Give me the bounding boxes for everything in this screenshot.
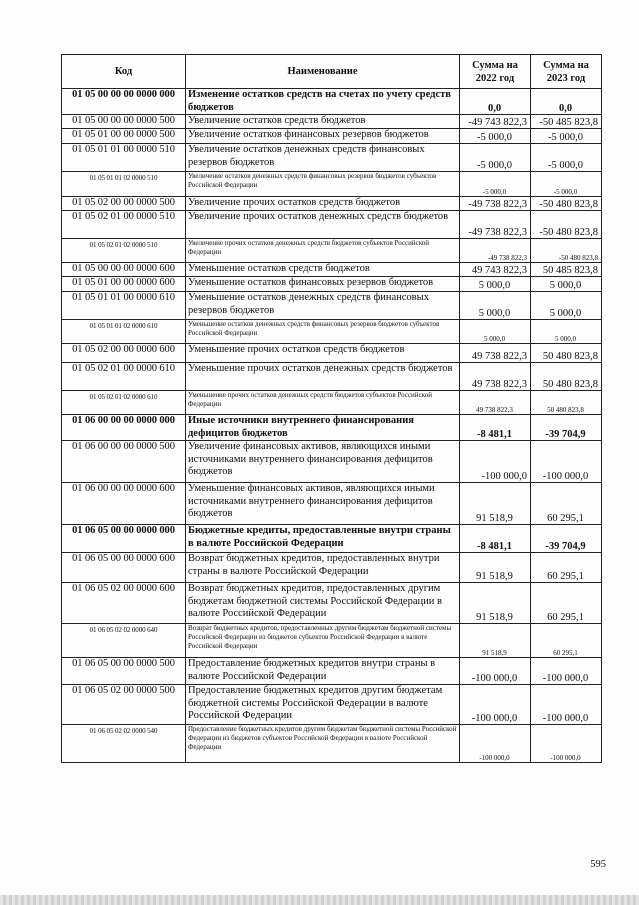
table-row bbox=[62, 525, 602, 553]
row-name: Предоставление бюджетных кредитов другим бюджетам бюджетной системы Российской Федерации из бюджетов субъектов Российской Федерации в валюте Российской Федерации bbox=[186, 725, 460, 763]
row-sum-2023: -39 704,9 bbox=[531, 525, 602, 553]
row-sum-2022: -5 000,0 bbox=[460, 172, 531, 197]
row-sum-2022: 5 000,0 bbox=[460, 292, 531, 320]
row-code: 01 06 05 00 00 0000 500 bbox=[62, 658, 186, 685]
row-sum-2023: 60 295,1 bbox=[531, 483, 602, 525]
row-code: 01 06 05 02 00 0000 500 bbox=[62, 685, 186, 725]
table-row bbox=[62, 197, 602, 211]
row-name: Увеличение прочих остатков денежных средств бюджетов bbox=[186, 211, 460, 239]
row-code: 01 05 01 01 02 0000 610 bbox=[62, 320, 186, 344]
table-row bbox=[62, 172, 602, 197]
row-code: 01 06 05 00 00 0000 600 bbox=[62, 553, 186, 583]
row-sum-2023: 50 480 823,8 bbox=[531, 391, 602, 415]
row-code: 01 05 01 00 00 0000 600 bbox=[62, 277, 186, 292]
row-name: Увеличение прочих остатков денежных средств бюджетов субъектов Российской Федерации bbox=[186, 239, 460, 263]
row-sum-2023: 5 000,0 bbox=[531, 292, 602, 320]
row-name: Уменьшение остатков денежных средств финансовых резервов бюджетов bbox=[186, 292, 460, 320]
table-row bbox=[62, 344, 602, 363]
row-name: Уменьшение прочих остатков денежных средств бюджетов bbox=[186, 363, 460, 391]
row-code: 01 05 01 01 00 0000 610 bbox=[62, 292, 186, 320]
table-row bbox=[62, 292, 602, 320]
table-row bbox=[62, 129, 602, 144]
table-row bbox=[62, 415, 602, 441]
table-row bbox=[62, 239, 602, 263]
row-sum-2023: -50 480 823,8 bbox=[531, 239, 602, 263]
row-sum-2023: 60 295,1 bbox=[531, 624, 602, 658]
row-code: 01 05 02 01 00 0000 610 bbox=[62, 363, 186, 391]
row-name: Увеличение остатков денежных средств финансовых резервов бюджетов субъектов Российской Федерации bbox=[186, 172, 460, 197]
row-code: 01 05 01 00 00 0000 500 bbox=[62, 129, 186, 144]
row-sum-2022: 49 743 822,3 bbox=[460, 263, 531, 277]
table-row bbox=[62, 725, 602, 763]
row-code: 01 05 00 00 00 0000 500 bbox=[62, 115, 186, 129]
row-code: 01 05 02 01 00 0000 510 bbox=[62, 211, 186, 239]
row-sum-2023: -100 000,0 bbox=[531, 685, 602, 725]
row-name: Изменение остатков средств на счетах по учету средств бюджетов bbox=[186, 89, 460, 115]
row-sum-2023: 50 485 823,8 bbox=[531, 263, 602, 277]
row-name: Предоставление бюджетных кредитов другим бюджетам бюджетной системы Российской Федерации в валюте Российской Федерации bbox=[186, 685, 460, 725]
row-sum-2022: -100 000,0 bbox=[460, 441, 531, 483]
row-code: 01 06 05 00 00 0000 000 bbox=[62, 525, 186, 553]
header-code: Код bbox=[62, 55, 186, 89]
row-sum-2023: -5 000,0 bbox=[531, 144, 602, 172]
table-row bbox=[62, 144, 602, 172]
row-sum-2022: 91 518,9 bbox=[460, 624, 531, 658]
row-name: Возврат бюджетных кредитов, предоставленных другим бюджетам бюджетной системы Российской Федерации из бюджетов субъектов Российской Федерации в валюте Российской Федерации bbox=[186, 624, 460, 658]
table-row bbox=[62, 441, 602, 483]
row-sum-2022: -49 738 822,3 bbox=[460, 211, 531, 239]
row-sum-2022: 91 518,9 bbox=[460, 583, 531, 624]
row-sum-2023: -50 480 823,8 bbox=[531, 197, 602, 211]
table-row bbox=[62, 483, 602, 525]
row-name: Уменьшение прочих остатков средств бюджетов bbox=[186, 344, 460, 363]
row-code: 01 06 00 00 00 0000 000 bbox=[62, 415, 186, 441]
row-code: 01 05 00 00 00 0000 600 bbox=[62, 263, 186, 277]
table-row bbox=[62, 320, 602, 344]
row-sum-2023: 60 295,1 bbox=[531, 583, 602, 624]
page-number: 595 bbox=[590, 859, 606, 870]
row-sum-2022: 91 518,9 bbox=[460, 553, 531, 583]
row-sum-2022: -5 000,0 bbox=[460, 129, 531, 144]
row-name: Возврат бюджетных кредитов, предоставленных внутри страны в валюте Российской Федерации bbox=[186, 553, 460, 583]
row-sum-2023: 5 000,0 bbox=[531, 277, 602, 292]
row-code: 01 06 05 02 02 0000 540 bbox=[62, 725, 186, 763]
row-code: 01 06 05 02 02 0000 640 bbox=[62, 624, 186, 658]
row-sum-2023: 50 480 823,8 bbox=[531, 363, 602, 391]
row-name: Увеличение прочих остатков средств бюджетов bbox=[186, 197, 460, 211]
row-sum-2022: -100 000,0 bbox=[460, 685, 531, 725]
row-code: 01 05 02 00 00 0000 500 bbox=[62, 197, 186, 211]
table-row bbox=[62, 263, 602, 277]
budget-table-container bbox=[61, 54, 601, 763]
table-header-row bbox=[62, 55, 602, 89]
row-sum-2023: -100 000,0 bbox=[531, 658, 602, 685]
row-code: 01 05 01 01 00 0000 510 bbox=[62, 144, 186, 172]
table-row bbox=[62, 363, 602, 391]
row-sum-2023: -39 704,9 bbox=[531, 415, 602, 441]
table-row bbox=[62, 685, 602, 725]
table-row bbox=[62, 115, 602, 129]
table-row bbox=[62, 211, 602, 239]
table-row bbox=[62, 624, 602, 658]
row-code: 01 06 05 02 00 0000 600 bbox=[62, 583, 186, 624]
table-row bbox=[62, 89, 602, 115]
row-sum-2022: 49 738 822,3 bbox=[460, 391, 531, 415]
row-sum-2023: 60 295,1 bbox=[531, 553, 602, 583]
row-sum-2023: -50 480 823,8 bbox=[531, 211, 602, 239]
row-code: 01 05 02 01 02 0000 510 bbox=[62, 239, 186, 263]
row-code: 01 06 00 00 00 0000 500 bbox=[62, 441, 186, 483]
row-name: Иные источники внутреннего финансирования дефицитов бюджетов bbox=[186, 415, 460, 441]
header-name: Наименование bbox=[186, 55, 460, 89]
row-name: Уменьшение остатков средств бюджетов bbox=[186, 263, 460, 277]
row-code: 01 06 00 00 00 0000 600 bbox=[62, 483, 186, 525]
table-row bbox=[62, 553, 602, 583]
row-sum-2022: 49 738 822,3 bbox=[460, 344, 531, 363]
row-name: Предоставление бюджетных кредитов внутри страны в валюте Российской Федерации bbox=[186, 658, 460, 685]
row-code: 01 05 01 01 02 0000 510 bbox=[62, 172, 186, 197]
row-name: Возврат бюджетных кредитов, предоставленных другим бюджетам бюджетной системы Российской Федерации в валюте Российской Федерации bbox=[186, 583, 460, 624]
row-sum-2022: 5 000,0 bbox=[460, 277, 531, 292]
row-name: Увеличение остатков денежных средств финансовых резервов бюджетов bbox=[186, 144, 460, 172]
row-sum-2022: 91 518,9 bbox=[460, 483, 531, 525]
row-name: Уменьшение остатков финансовых резервов бюджетов bbox=[186, 277, 460, 292]
row-sum-2022: 5 000,0 bbox=[460, 320, 531, 344]
row-sum-2022: -49 738 822,3 bbox=[460, 239, 531, 263]
table-row bbox=[62, 658, 602, 685]
row-name: Увеличение финансовых активов, являющихся иными источниками внутреннего финансирования дефицитов бюджетов bbox=[186, 441, 460, 483]
row-name: Уменьшение остатков денежных средств финансовых резервов бюджетов субъектов Российской Федерации bbox=[186, 320, 460, 344]
row-sum-2022: -8 481,1 bbox=[460, 525, 531, 553]
row-name: Уменьшение прочих остатков денежных средств бюджетов субъектов Российской Федерации bbox=[186, 391, 460, 415]
row-sum-2022: -100 000,0 bbox=[460, 658, 531, 685]
row-sum-2023: 5 000,0 bbox=[531, 320, 602, 344]
row-sum-2022: -49 743 822,3 bbox=[460, 115, 531, 129]
row-sum-2023: -100 000,0 bbox=[531, 441, 602, 483]
row-code: 01 05 00 00 00 0000 000 bbox=[62, 89, 186, 115]
row-sum-2023: -5 000,0 bbox=[531, 172, 602, 197]
scan-edge-strip bbox=[0, 895, 639, 905]
budget-sources-table bbox=[61, 54, 602, 763]
row-code: 01 05 02 01 02 0000 610 bbox=[62, 391, 186, 415]
table-row bbox=[62, 583, 602, 624]
table-row bbox=[62, 277, 602, 292]
row-code: 01 05 02 00 00 0000 600 bbox=[62, 344, 186, 363]
row-sum-2023: 0,0 bbox=[531, 89, 602, 115]
row-name: Увеличение остатков финансовых резервов бюджетов bbox=[186, 129, 460, 144]
row-sum-2022: -5 000,0 bbox=[460, 144, 531, 172]
row-sum-2023: -50 485 823,8 bbox=[531, 115, 602, 129]
row-sum-2022: -49 738 822,3 bbox=[460, 197, 531, 211]
row-sum-2022: -100 000,0 bbox=[460, 725, 531, 763]
row-name: Уменьшение финансовых активов, являющихся иными источниками внутреннего финансирования дефицитов бюджетов bbox=[186, 483, 460, 525]
row-sum-2022: 0,0 bbox=[460, 89, 531, 115]
row-sum-2022: 49 738 822,3 bbox=[460, 363, 531, 391]
row-sum-2022: -8 481,1 bbox=[460, 415, 531, 441]
row-name: Бюджетные кредиты, предоставленные внутри страны в валюте Российской Федерации bbox=[186, 525, 460, 553]
row-sum-2023: -100 000,0 bbox=[531, 725, 602, 763]
header-sum-2022: Сумма на 2022 год bbox=[460, 55, 531, 89]
table-row bbox=[62, 391, 602, 415]
row-sum-2023: -5 000,0 bbox=[531, 129, 602, 144]
row-sum-2023: 50 480 823,8 bbox=[531, 344, 602, 363]
header-sum-2023: Сумма на 2023 год bbox=[531, 55, 602, 89]
row-name: Увеличение остатков средств бюджетов bbox=[186, 115, 460, 129]
